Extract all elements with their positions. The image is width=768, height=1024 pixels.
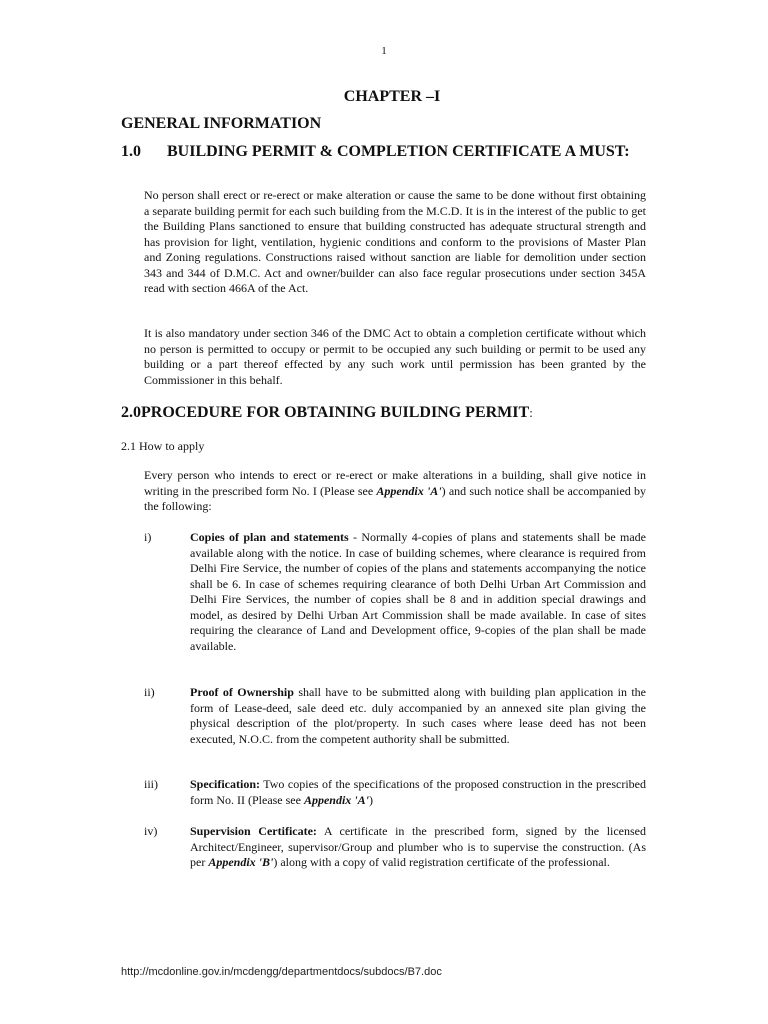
list-item-text-after: ) along with a copy of valid registration certificate of the professional. (273, 855, 610, 869)
list-item-text: - Normally 4-copies of plans and statements shall be made available along with the notice. In case of building schemes, where clearance is required from Delhi Fire Service, the number of copies of the plans and statements accompanying the notice shall be 6. In case of schemes requiring clearance of both Delhi Urban Art Commission and Delhi Fire Services, the number of copies shall be 8 and in addition special drawings and model, as desired by Delhi Urban Art Commission shall be made available. In case of sites requiring the clearance of Land and Development office, 9-copies of the plan shall be made available. (190, 530, 646, 653)
list-item-label: Copies of plan and statements (190, 530, 349, 544)
section-2-intro-paragraph (144, 468, 646, 515)
subsection-2-1-heading: 2.1 How to apply (121, 439, 205, 453)
appendix-a-reference: Appendix 'A' (303, 792, 369, 807)
list-item-text: shall have to be submitted along with building plan application in the form of Lease-deed, sale deed etc. duly accompanied by an annexed site plan giving the physical description of the plot/property. In such cases where lease deed has not been executed, N.O.C. from the competent authority shall be submitted. (190, 685, 647, 746)
section-1-number: 1.0 (121, 143, 141, 160)
page-number: 1 (381, 45, 387, 57)
list-item-number: ii) (144, 685, 155, 699)
list-item-text: A certificate in the prescribed form, signed by the licensed Architect/Engineer, supervisor/Group and plumber who is to supervise the construction. (As per (190, 824, 647, 869)
general-information-heading: GENERAL INFORMATION (121, 115, 322, 132)
list-item-body (190, 685, 646, 747)
list-item-number: iv) (144, 824, 158, 838)
list-item-label: Specification: (190, 777, 260, 791)
section-1-paragraph-1: No person shall erect or re-erect or make alteration or cause the same to be done without first obtaining a separate building permit for each such building from the M.C.D. It is in the interest of the public to get the Building Plans sanctioned to ensure that building constructed has adequate structural strength and has provision for light, ventilation, hygienic conditions and conform to the provisions of Master Plan and Zoning regulations. Constructions raised without sanction are liable for demolition under section 343 and 344 of D.M.C. Act and owner/builder can also face regular prosecutions under section 345A read with section 466A of the Act. (144, 188, 646, 295)
list-item-number: i) (144, 530, 152, 544)
list-item-body (190, 777, 646, 808)
chapter-title: CHAPTER –I (343, 88, 441, 105)
list-item-text: Two copies of the specifications of the proposed construction in the prescribed form No. II (Please see (190, 777, 646, 807)
section-2-title: 2.0PROCEDURE FOR OBTAINING BUILDING PERMIT (121, 404, 530, 421)
list-item-label: Supervision Certificate: (190, 824, 317, 838)
intro-text-after: ) and such notice shall be accompanied by the following: (144, 483, 646, 513)
section-2-heading (121, 404, 533, 422)
list-item-label: Proof of Ownership (190, 685, 294, 699)
list-item-text-after: ) (368, 792, 373, 807)
appendix-a-reference: Appendix 'A' (376, 483, 442, 498)
section-1-paragraph-2: It is also mandatory under section 346 of the DMC Act to obtain a completion certificate without which no person is permitted to occupy or permit to be occupied any such building or permit to be used any building or a part thereof effected by any such work until permission has been granted by the Commissioner in this behalf. (144, 326, 646, 387)
section-1-title: BUILDING PERMIT & COMPLETION CERTIFICATE A MUST: (167, 143, 630, 160)
intro-text-before: Every person who intends to erect or re-erect or make alterations in a building, shall give notice in writing in the prescribed form No. I (Please see (144, 468, 646, 498)
list-item-body (190, 530, 646, 654)
appendix-b-reference: Appendix 'B' (208, 855, 274, 869)
section-2-colon: : (529, 405, 533, 420)
list-item-body (190, 824, 646, 871)
list-item-number: iii) (144, 777, 158, 791)
footer-url: http://mcdonline.gov.in/mcdengg/departmentdocs/subdocs/B7.doc (121, 966, 442, 978)
